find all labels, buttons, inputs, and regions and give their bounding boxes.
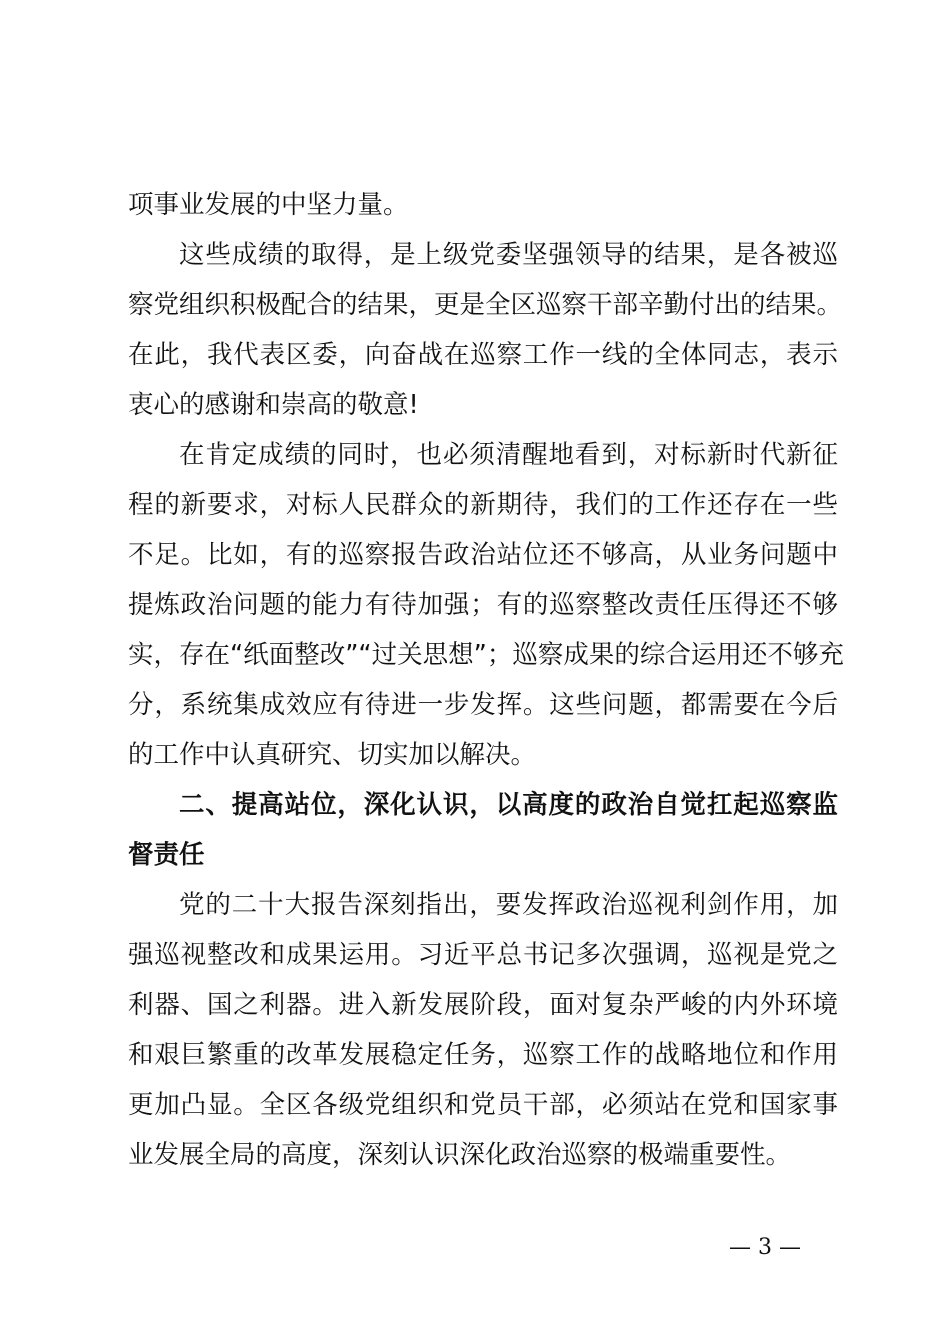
paragraph-line: 这些成绩的取得，是上级党委坚强领导的结果，是各被巡: [179, 240, 838, 270]
paragraph-line: 分，系统集成效应有待进一步发挥。这些问题，都需要在今后: [128, 690, 838, 720]
paragraph-line: 和艰巨繁重的改革发展稳定任务，巡察工作的战略地位和作用: [128, 1040, 838, 1070]
paragraph-line: 衷心的感谢和崇高的敬意!: [128, 390, 419, 420]
paragraph-line: 在肯定成绩的同时，也必须清醒地看到，对标新时代新征: [179, 440, 838, 470]
paragraph-line: 程的新要求，对标人民群众的新期待，我们的工作还存在一些: [128, 490, 838, 520]
paragraph-line: 利器、国之利器。进入新发展阶段，面对复杂严峻的内外环境: [128, 990, 838, 1020]
paragraph-line: 在此，我代表区委，向奋战在巡察工作一线的全体同志，表示: [128, 340, 838, 370]
paragraph-line: 的工作中认真研究、切实加以解决。: [128, 740, 537, 770]
paragraph-line: 察党组织积极配合的结果，更是全区巡察干部辛勤付出的结果。: [128, 290, 843, 320]
section-heading-line: 督责任: [128, 840, 205, 870]
paragraph-line: 实，存在“纸面整改”“过关思想”；巡察成果的综合运用还不够充: [128, 640, 844, 670]
page-number: — 3 —: [729, 1235, 801, 1260]
section-heading-line: 二、提高站位，深化认识，以高度的政治自觉扛起巡察监: [179, 790, 838, 820]
paragraph-line: 党的二十大报告深刻指出，要发挥政治巡视利剑作用，加: [179, 890, 838, 920]
paragraph-line: 不足。比如，有的巡察报告政治站位还不够高，从业务问题中: [128, 540, 838, 570]
paragraph-line: 业发展全局的高度，深刻认识深化政治巡察的极端重要性。: [128, 1140, 792, 1170]
paragraph-line: 强巡视整改和成果运用。习近平总书记多次强调，巡视是党之: [128, 940, 838, 970]
paragraph-line: 项事业发展的中坚力量。: [128, 190, 409, 220]
paragraph-line: 提炼政治问题的能力有待加强；有的巡察整改责任压得还不够: [128, 590, 838, 620]
paragraph-line: 更加凸显。全区各级党组织和党员干部，必须站在党和国家事: [128, 1090, 838, 1120]
